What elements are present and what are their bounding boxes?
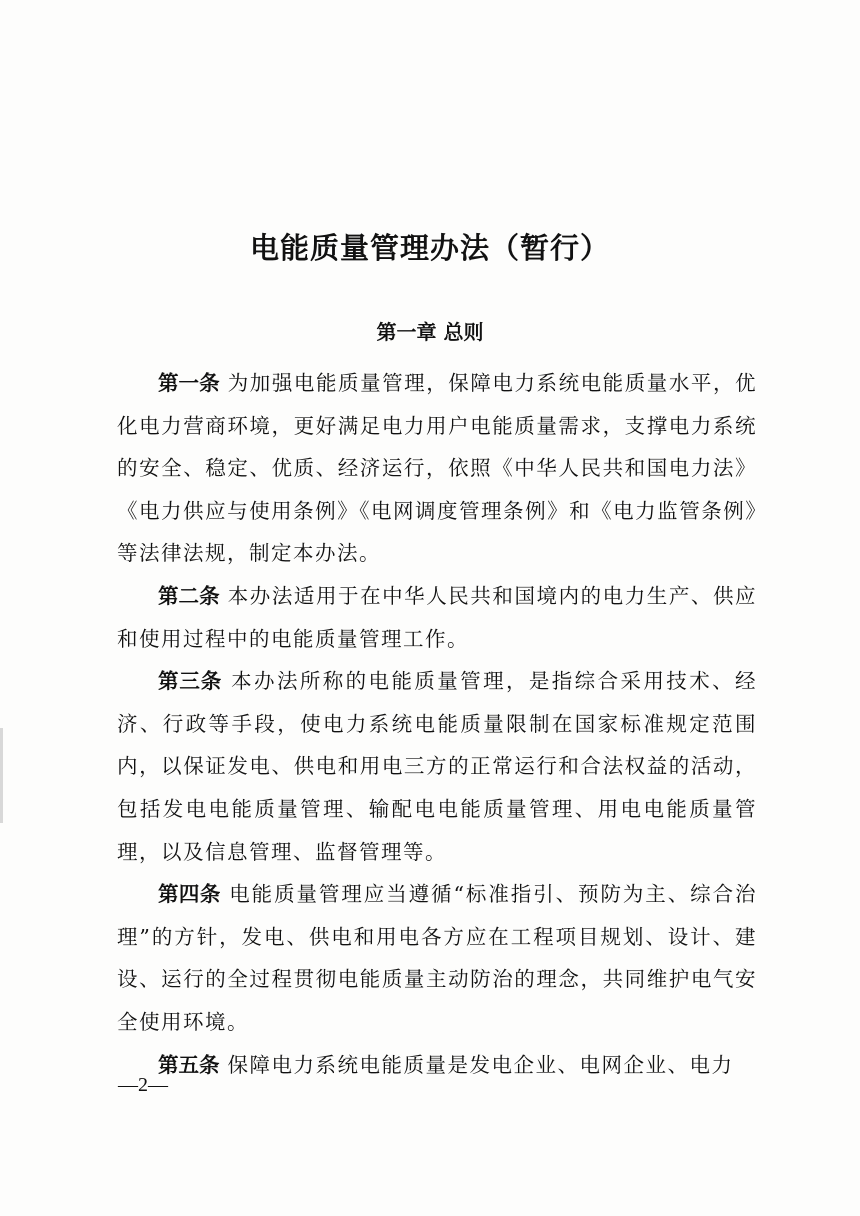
article-text: 本办法所称的电能质量管理，是指综合采用技术、经济、行政等手段，使电力系统电能质量限制在国家标准规定范围内，以保证发电、供电和用电三方的正常运行和合法权益的活动，包括发电电能质量管理、输配电电能质量管理、用电电能质量管理，以及信息管理、监督管理等。 bbox=[117, 669, 757, 864]
article-text: 保障电力系统电能质量是发电企业、电网企业、电力 bbox=[227, 1052, 734, 1077]
page-number: —2— bbox=[118, 1074, 168, 1096]
article-label: 第一条 bbox=[158, 371, 220, 395]
document-title: 电能质量管理办法（暂行） bbox=[249, 231, 610, 265]
article-label: 第五条 bbox=[158, 1052, 220, 1077]
article-label: 第四条 bbox=[158, 882, 221, 907]
article-5 bbox=[117, 1044, 757, 1087]
article-text: 电能质量管理应当遵循“标准指引、预防为主、综合治理”的方针，发电、供电和用电各方应在工程项目规划、设计、建设、运行的全过程贯彻电能质量主动防治的理念，共同维护电气安全使用环境。 bbox=[117, 882, 757, 1034]
article-text: 本办法适用于在中华人民共和国境内的电力生产、供应和使用过程中的电能质量管理工作。 bbox=[117, 583, 757, 651]
article-1 bbox=[117, 362, 757, 575]
article-label: 第二条 bbox=[158, 583, 220, 608]
scan-edge-mark bbox=[0, 728, 3, 823]
article-3 bbox=[117, 660, 757, 873]
article-text: 为加强电能质量管理，保障电力系统电能质量水平，优化电力营商环境，更好满足电力用户电能质量需求，支撑电力系统的安全、稳定、优质、经济运行，依照《中华人民共和国电力法》《电力供应与使用条例》《电网调度管理条例》和《电力监管条例》等法律法规，制定本办法。 bbox=[117, 371, 757, 566]
article-2 bbox=[117, 575, 757, 660]
article-4 bbox=[117, 873, 757, 1043]
article-label: 第三条 bbox=[158, 669, 223, 694]
document-body bbox=[117, 362, 757, 1086]
chapter-heading: 第一章 总则 bbox=[376, 320, 484, 344]
